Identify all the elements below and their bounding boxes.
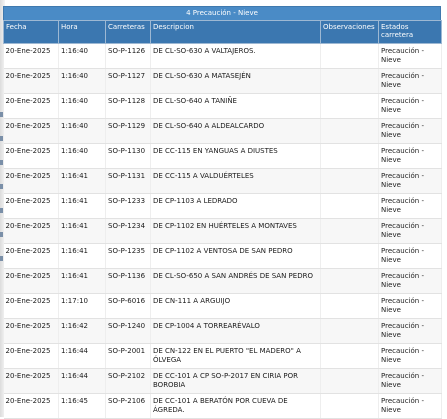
cell-fecha: 20-Ene-2025 [4,194,59,219]
cell-carretera: SO-P-1240 [106,319,151,344]
column-header-fecha: Fecha [4,21,59,44]
cell-observaciones [321,94,379,119]
cell-estado: Precaución - Nieve [379,119,442,144]
table-row [4,69,442,94]
cell-descripcion: DE CP-1103 A LEDRADO [151,194,321,219]
cell-estado: Precaución - Nieve [379,319,442,344]
cell-hora: 1:16:41 [59,244,106,269]
cell-hora: 1:17:10 [59,294,106,319]
cell-observaciones [321,344,379,369]
cell-observaciones [321,319,379,344]
table-row [4,119,442,144]
cell-estado: Precaución - Nieve [379,344,442,369]
column-header-observaciones: Observaciones [321,21,379,44]
cell-carretera: SO-P-1130 [106,144,151,169]
cell-descripcion: DE CP-1102 A VENTOSA DE SAN PEDRO [151,244,321,269]
cell-observaciones [321,169,379,194]
cell-descripcion: DE CL-SO-630 A VALTAJEROS. [151,44,321,69]
cell-carretera: SO-P-6016 [106,294,151,319]
cell-hora: 1:16:44 [59,344,106,369]
cell-carretera: SO-P-1126 [106,44,151,69]
cell-estado: Precaución - Nieve [379,144,442,169]
cell-estado: Precaución - Nieve [379,219,442,244]
cell-descripcion: DE CP-1102 EN HUÉRTELES A MONTAVES [151,219,321,244]
cell-fecha: 20-Ene-2025 [4,269,59,294]
table-row [4,44,442,69]
cell-hora: 1:16:40 [59,119,106,144]
cell-estado: Precaución - Nieve [379,269,442,294]
column-header-hora: Hora [59,21,106,44]
cell-descripcion: DE CP-1004 A TORREARÉVALO [151,319,321,344]
cell-estado: Precaución - Nieve [379,69,442,94]
cell-carretera: SO-P-1234 [106,219,151,244]
table-row [4,394,442,419]
cell-hora: 1:16:41 [59,169,106,194]
cell-hora: 1:16:42 [59,319,106,344]
cell-hora: 1:16:40 [59,69,106,94]
cell-observaciones [321,269,379,294]
cell-descripcion: DE CC-115 EN YANGUAS A DIUSTES [151,144,321,169]
cell-fecha: 20-Ene-2025 [4,144,59,169]
cell-fecha: 20-Ene-2025 [4,69,59,94]
road-status-panel [3,6,441,419]
cell-fecha: 20-Ene-2025 [4,94,59,119]
cell-observaciones [321,244,379,269]
cell-fecha: 20-Ene-2025 [4,369,59,394]
cell-estado: Precaución - Nieve [379,394,442,419]
cell-descripcion: DE CC-115 A VALDUÉRTELES [151,169,321,194]
cell-estado: Precaución - Nieve [379,44,442,69]
cell-descripcion: DE CN-122 EN EL PUERTO "EL MADERO" A ÓLVEGA [151,344,321,369]
table-body [4,44,442,419]
cell-fecha: 20-Ene-2025 [4,394,59,419]
table-row [4,319,442,344]
cell-fecha: 20-Ene-2025 [4,169,59,194]
table-row [4,94,442,119]
cell-estado: Precaución - Nieve [379,94,442,119]
cell-descripcion: DE CN-111 A ARGUIJO [151,294,321,319]
cell-fecha: 20-Ene-2025 [4,294,59,319]
cell-observaciones [321,219,379,244]
cell-descripcion: DE CC-101 A BERATÓN POR CUEVA DE ÁGREDA. [151,394,321,419]
cell-observaciones [321,194,379,219]
cell-carretera: SO-P-1233 [106,194,151,219]
cell-carretera: SO-P-2106 [106,394,151,419]
cell-estado: Precaución - Nieve [379,369,442,394]
cell-estado: Precaución - Nieve [379,294,442,319]
cell-estado: Precaución - Nieve [379,244,442,269]
table-row [4,219,442,244]
table-row [4,294,442,319]
cell-observaciones [321,394,379,419]
cell-carretera: SO-P-1136 [106,269,151,294]
column-header-carreteras: Carreteras [106,21,151,44]
cell-hora: 1:16:41 [59,269,106,294]
table-row [4,144,442,169]
cell-observaciones [321,144,379,169]
table-row [4,194,442,219]
cell-carretera: SO-P-1131 [106,169,151,194]
cell-hora: 1:16:40 [59,94,106,119]
column-header-descripcion: Descripcion [151,21,321,44]
cell-hora: 1:16:40 [59,44,106,69]
cell-carretera: SO-P-1235 [106,244,151,269]
cell-estado: Precaución - Nieve [379,194,442,219]
table-row [4,344,442,369]
cell-carretera: SO-P-1128 [106,94,151,119]
cell-observaciones [321,294,379,319]
cell-fecha: 20-Ene-2025 [4,344,59,369]
road-status-table [3,20,442,419]
cell-observaciones [321,369,379,394]
cell-descripcion: DE CL-SO-640 A ALDEALCARDO [151,119,321,144]
column-header-estados: Estados carretera [379,21,442,44]
cell-descripcion: DE CL-SO-650 A SAN ANDRÉS DE SAN PEDRO [151,269,321,294]
cell-fecha: 20-Ene-2025 [4,119,59,144]
cell-fecha: 20-Ene-2025 [4,44,59,69]
cell-carretera: SO-P-2001 [106,344,151,369]
table-title: 4 Precaución - Nieve [3,6,441,20]
cell-fecha: 20-Ene-2025 [4,319,59,344]
cell-hora: 1:16:44 [59,369,106,394]
cell-descripcion: DE CL-SO-640 A TANIÑE [151,94,321,119]
cell-hora: 1:16:45 [59,394,106,419]
table-row [4,244,442,269]
table-row [4,369,442,394]
table-row [4,269,442,294]
cell-hora: 1:16:41 [59,219,106,244]
table-row [4,169,442,194]
cell-observaciones [321,69,379,94]
cell-carretera: SO-P-2102 [106,369,151,394]
cell-descripcion: DE CL-SO-630 A MATASEJÉN [151,69,321,94]
cell-carretera: SO-P-1127 [106,69,151,94]
cell-hora: 1:16:40 [59,144,106,169]
table-header-row [4,21,442,44]
cell-carretera: SO-P-1129 [106,119,151,144]
cell-fecha: 20-Ene-2025 [4,219,59,244]
cell-observaciones [321,119,379,144]
cell-hora: 1:16:41 [59,194,106,219]
cell-observaciones [321,44,379,69]
cell-fecha: 20-Ene-2025 [4,244,59,269]
cell-estado: Precaución - Nieve [379,169,442,194]
cell-descripcion: DE CC-101 A CP SO-P-2017 EN CIRIA POR BOROBIA [151,369,321,394]
